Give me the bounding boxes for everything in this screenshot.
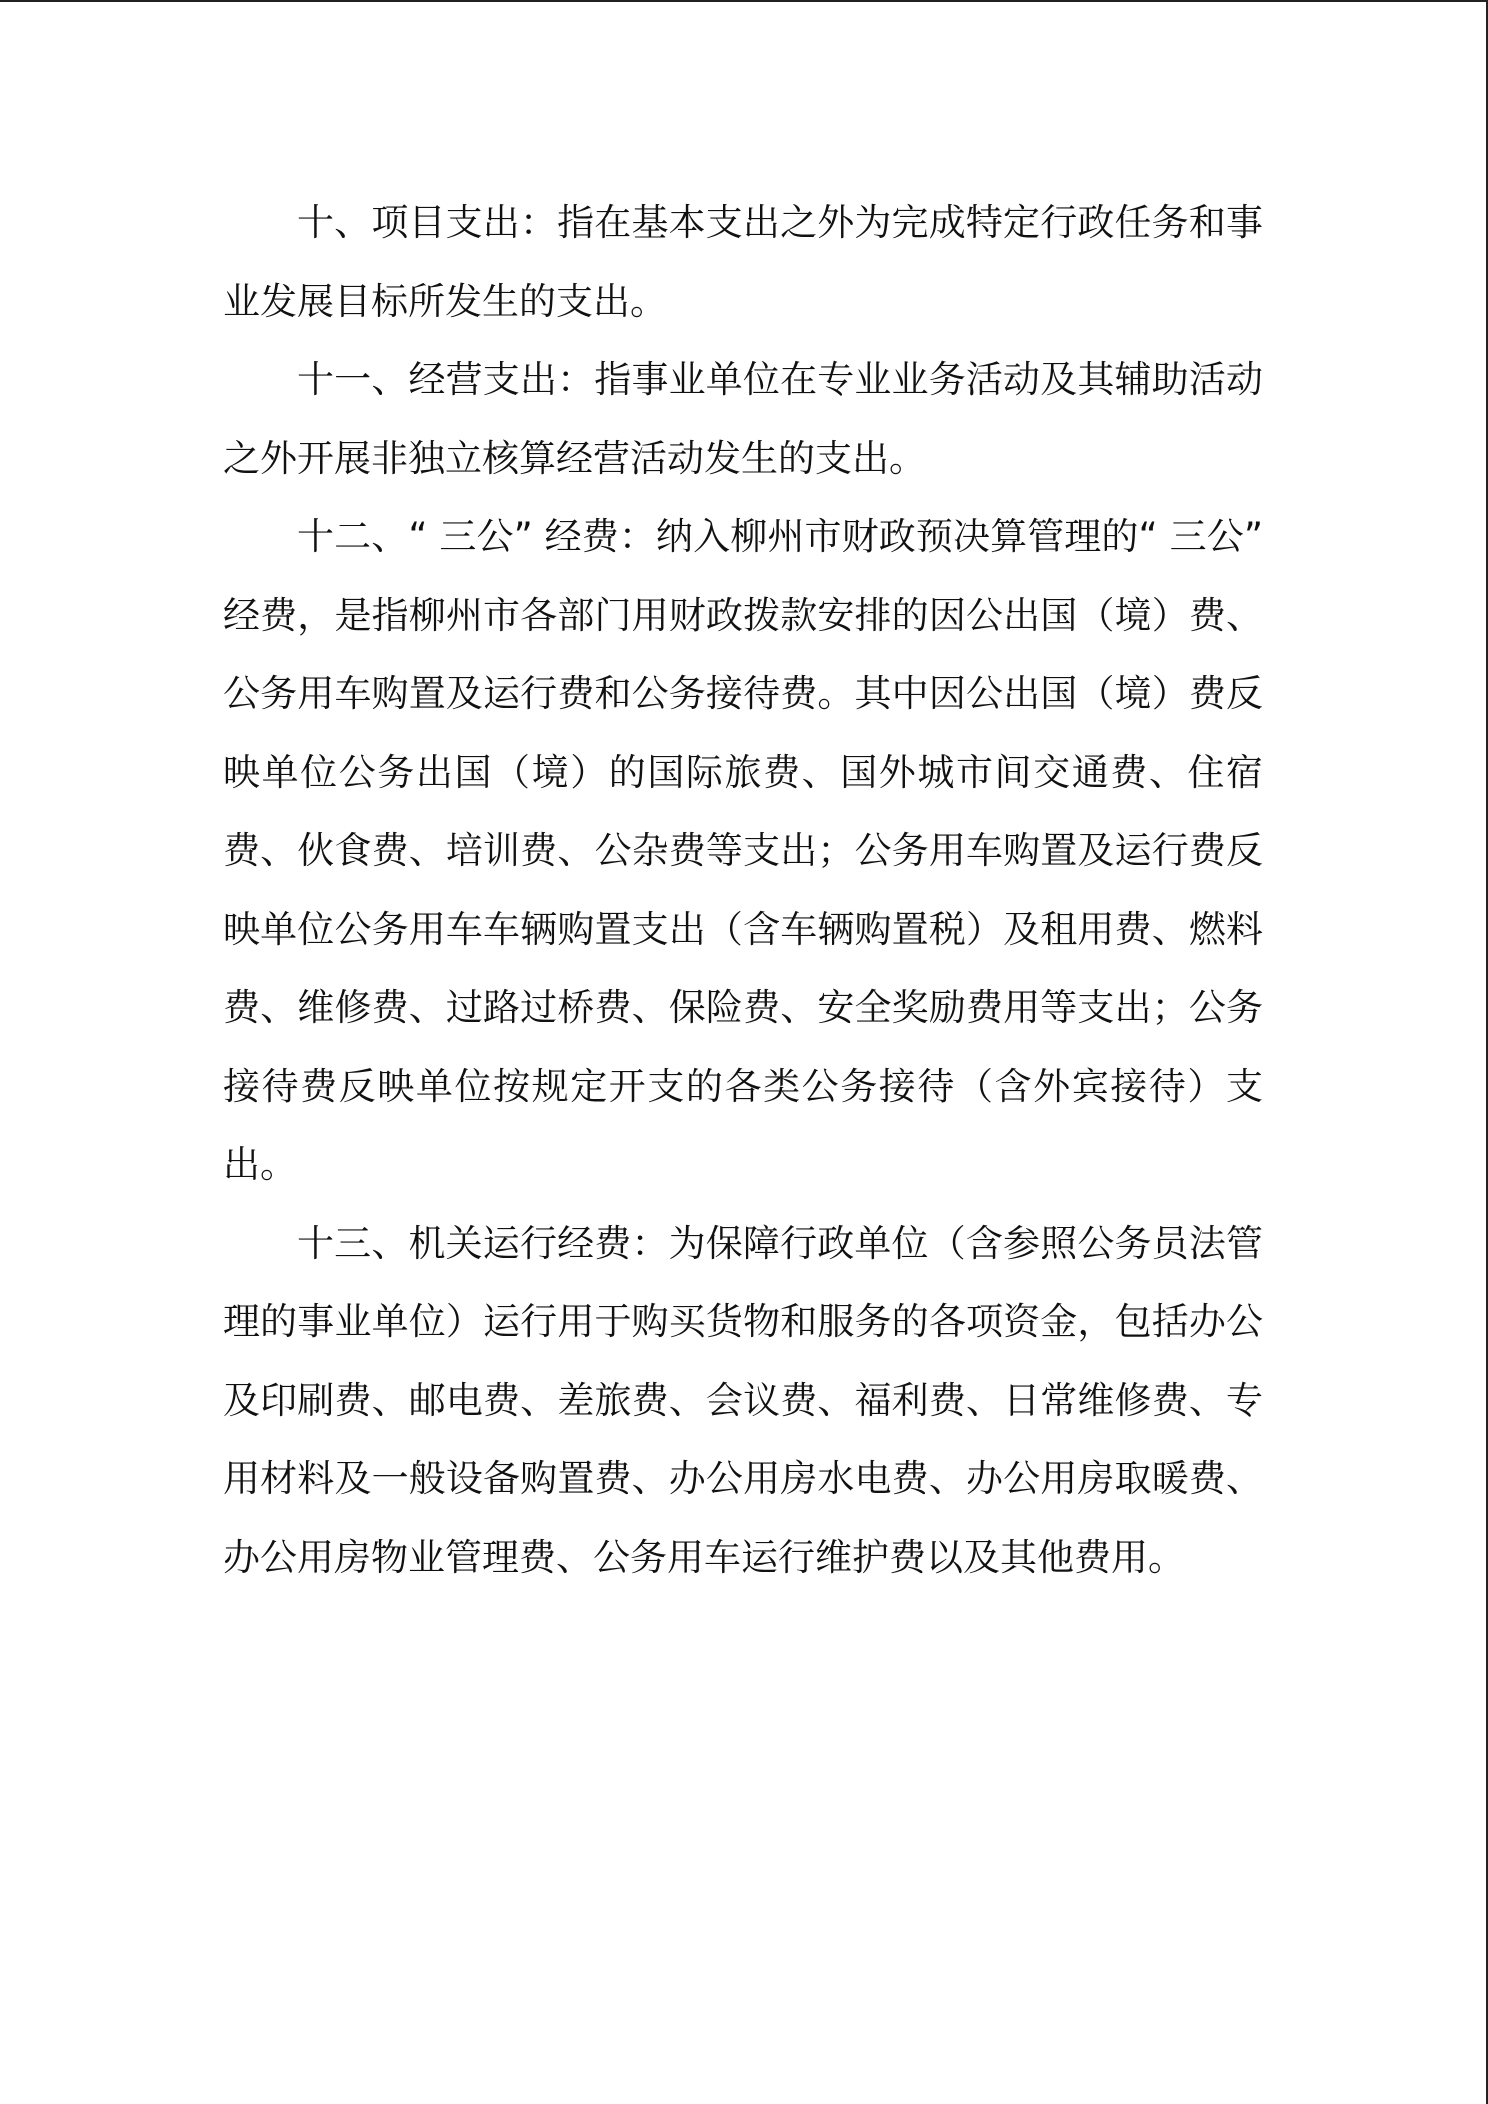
paragraph-agency-operating-funds: 十三、机关运行经费：为保障行政单位（含参照公务员法管理的事业单位）运行用于购买货物和服务的各项资金，包括办公及印刷费、邮电费、差旅费、会议费、福利费、日常维修费、专用材料及一般设备购置费、办公用房水电费、办公用房取暖费、办公用房物业管理费、公务用车运行维护费以及其他费用。 — [223, 1221, 1263, 1579]
paragraph-project-expenditure: 十、项目支出：指在基本支出之外为完成特定行政任务和事业发展目标所发生的支出。 — [223, 201, 1263, 323]
paragraph-three-public-expenses: 十二、“ 三公” 经费：纳入柳州市财政预决算管理的“ 三公” 经费，是指柳州市各部门用财政拨款安排的因公出国（境）费、公务用车购置及运行费和公务接待费。其中因公出国（境）费反映单位公务出国（境）的国际旅费、国外城市间交通费、住宿费、伙食费、培训费、公杂费等支出；公务用车购置及运行费反映单位公务用车车辆购置支出（含车辆购置税）及租用费、燃料费、维修费、过路过桥费、保险费、安全奖励费用等支出；公务接待费反映单位按规定开支的各类公务接待（含外宾接待）支出。 — [223, 515, 1263, 1186]
document-body — [223, 184, 1263, 1597]
paragraph-operating-expenditure: 十一、经营支出：指事业单位在专业业务活动及其辅助活动之外开展非独立核算经营活动发生的支出。 — [223, 358, 1263, 480]
